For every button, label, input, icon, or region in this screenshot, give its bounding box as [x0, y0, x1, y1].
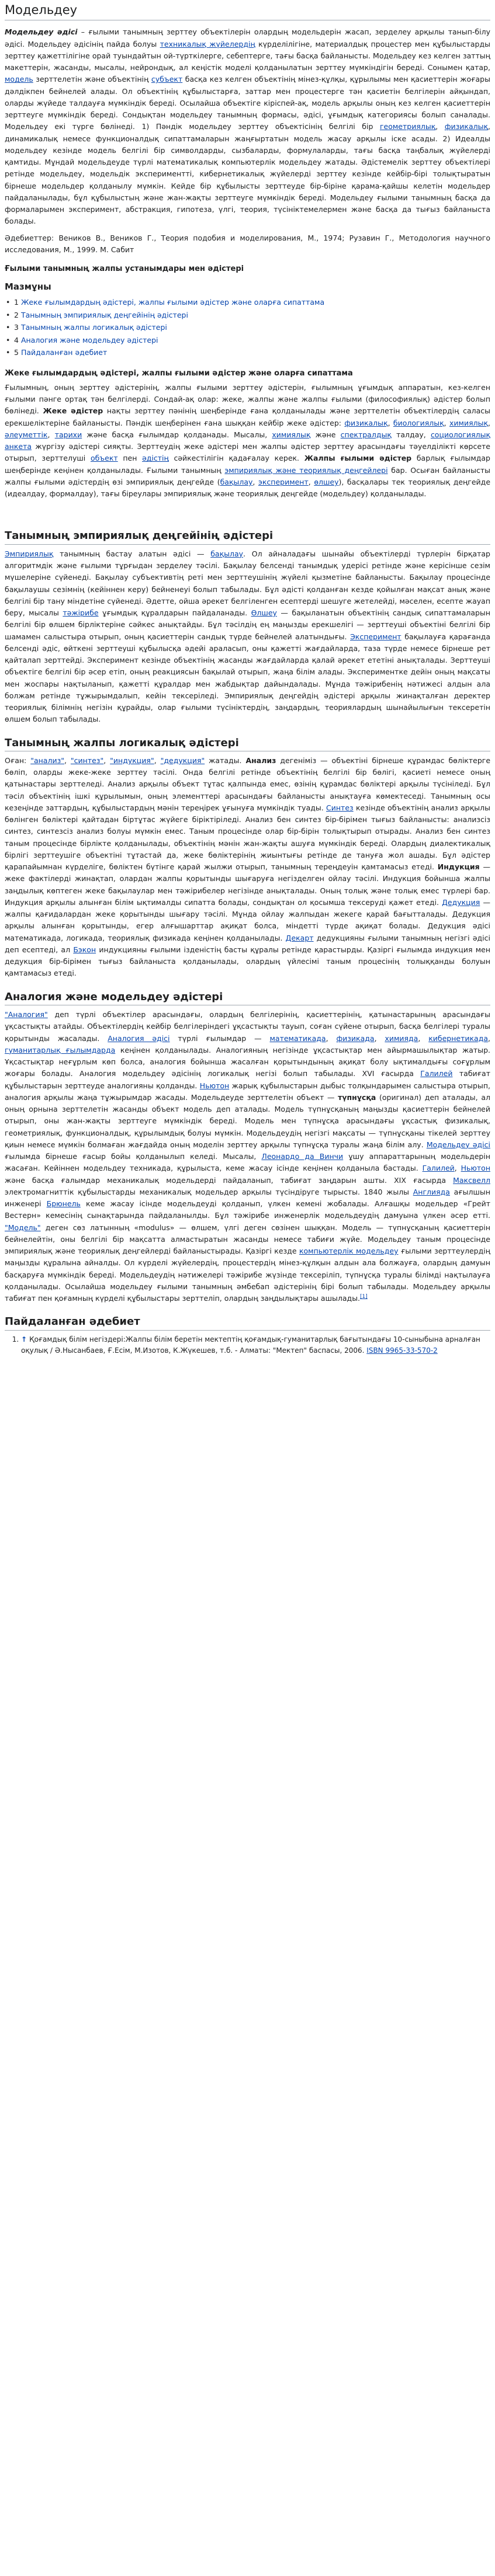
bold-term: Жеке әдістер: [43, 406, 103, 416]
text-run: бақылауға қарағанда белсенді әдіс, өйткені зерттеуші құбылысқа әдейі араласып, оны қажетті жағдайларда, таза түрде немесе бірнеше рет қайталап зерттейді. Эксперимент кезінде объектінің жасанды жағдайларда қалай әрекет ететіні анықталады. Зерттеуші объектіге белгілі бір әсер етіп, оның реакциясын бақылай отырып, жаңа білім алады. Экспериментке дейін оның мақсаты мен жоспары нақтыланып, қажетті құралдар мен жабдықтар дайындалады. Мұнда тәжірибенің нәтижесі алдын ала болжам ретінде тұжырымдалып, кейін тексеріледі. Эмпириялық деңгейдің әдістері арқылы жинақталған деректер теориялық білімнің негізін құрайды, олар ғылыми түсініктердің, заңдардың, теориялардың шынайылығын тексеретін өлшем болып табылады.: [5, 632, 490, 724]
wiki-link[interactable]: химиялық: [449, 418, 489, 427]
wiki-link[interactable]: кибернетикада: [428, 1033, 489, 1043]
wiki-link[interactable]: физикалық: [444, 122, 489, 131]
intro-bibliography-note: Әдебиеттер: Веников В., Веников Г., Теория подобия и моделирования, М., 1974; Рузавин Г., Методология научного исследования, М., 1999. М. Сабит: [5, 233, 490, 254]
wiki-link[interactable]: тарихи: [54, 430, 82, 439]
text-run: және: [310, 430, 341, 439]
text-run: дегеніміз — объектіні бірнеше құрамдас бөліктерге бөліп, оларды жеке-жеке зерттеу тәсілі. Онда белгілі ретінде объектінің белгілі бір бөлігі, қасиеті немесе оның қатынастары зерттеледі. Анализ арқылы объект тұтас қалпында емес, өзінің құрамдас бөліктері арқылы түсініледі. Бұл тәсіл объектінің ішкі құрылымын, оның элементтері арасындағы байланысты анықтауға көмектеседі. Танымның осы кезеңінде заттардың, құбылыстардың мәнін тереңірек ұғынуға мүмкіндік туады.: [5, 756, 491, 812]
toc-item[interactable]: [14, 321, 490, 334]
text-run: және басқа ғалымдар механикалық модельдерді пайдаланып, табиғат заңдарын ашты. XIX ғасырда: [5, 1175, 454, 1185]
wiki-link[interactable]: техникалық жүйелердің: [160, 39, 255, 48]
text-run: ,: [387, 418, 393, 427]
wiki-link[interactable]: Эмпириялық: [5, 549, 54, 558]
text-run: (оригинал) деп аталады, ал оның орнына зерттелетін жасанды объект модель деп аталады. Модель түпнұсқаның маңызды қасиеттерін бейнелей отырып, оны жан-жақты зерттеуге мүмкіндік береді. Модель мен түпнұсқа арасындағы ұқсастық физикалық, геометриялық, функционалдық, құрылымдық болуы мүмкін. Модельдеудің негізгі мақсаты — түпнұсқаны тікелей зерттеу қиын немесе мүмкін болмаған жағдайда оның моделін зерттеу арқылы түпнұсқа туралы жаңа білім алу.: [5, 1092, 490, 1149]
text-run: нақты зерттеу пәнінің шеңберінде ғана қолданылады және зерттелетін объектілердің саласы ерекшеліктеріне байланысты. Пәндік шеңберінен ғана шыққан кейбір жеке әдістер:: [5, 406, 490, 427]
wiki-link[interactable]: бақылау: [210, 549, 244, 558]
wiki-link[interactable]: Модельдеу әдісі: [426, 1140, 490, 1149]
text-run: жүргізу әдістері сияқты. Зерттеудің жеке әдістері мен жалпы әдістер зерттеу арасындағы тәуелділікті көрсете отырып, зерттелуші: [5, 442, 490, 463]
toc-item[interactable]: [14, 296, 490, 309]
text-run: ,: [103, 756, 110, 765]
text-run: – ғылыми танымның зерттеу объектілерін олардың модельдерін жасап, зерделеу арқылы танып-білу әдісі. Модельдеу әдісінің пайда болуы: [5, 27, 490, 48]
text-run: кеңінен қолданылады. Аналогияның негізінде ұқсастықтар мен айырмашылықтар жатыр. Ұқсастықтар неғұрлым көп болса, аналогия бойынша жасалған қорытындының ақиқат болу ықтималдығы соғұрлым жоғары болады. Аналогия модельдеу әдісінің логикалық негізі болып табылады. XVI ғасырда: [5, 1045, 490, 1078]
wiki-link[interactable]: модель: [5, 75, 33, 84]
wiki-link[interactable]: Галилей: [422, 1164, 455, 1173]
toc-item-label[interactable]: Пайдаланған әдебиет: [20, 348, 108, 357]
section-heading-analogy-modeling: Аналогия және модельдеу әдістері: [5, 990, 490, 1005]
toc-list: [5, 296, 490, 359]
toc-item-number: 4: [14, 335, 19, 344]
bold-term: Анализ: [245, 756, 276, 765]
text-run: — бақыланатын объектінің сандық сипаттамаларын белгілі бір өлшем бірліктеріне сәйкес анықтайды. Бұл тәсілдің ең маңызды ерекшелігі — зерттеуші объектіні белгілі бір шамамен салыстыра отырып, оның қасиеттерін сандық түрде бейнелей алатындығы.: [5, 608, 490, 641]
text-run: табиғат құбылыстарын зерттеуде аналогияны қолданды.: [5, 1069, 490, 1090]
toc-item-number: 2: [14, 310, 19, 319]
wiki-link[interactable]: бақылау: [220, 477, 253, 486]
toc-item-label[interactable]: Жеке ғылымдардың әдістері, жалпы ғылыми әдістер және оларға сипаттама: [20, 298, 325, 307]
toc-item-label[interactable]: Танымның эмпириялық деңгейінің әдістері: [20, 310, 188, 319]
text-run: ұшу аппараттарының модельдерін жасаған. Кейіннен модельдеу техникада, құрылыста, кеме жасау ісінде кеңінен қолданыла бастады.: [5, 1152, 490, 1173]
text-run: ,: [488, 418, 491, 427]
text-run: ғылыми зерттеулердің маңызды құралына айналды. Ол күрделі жүйелердің, процестердің мінез-құлқын алдын ала болжауға, олардың дамуын басқаруға мүмкіндік береді. Модельдеудің нәтижелері тәжірибе жүзінде тексеріліп, түпнұсқа туралы білімді нақтылауға қолданылады. Осылайша модельдеу ғылыми танымның әмбебап әдістерінің бірі болып табылады. Модельдеу арқылы табиғат пен қоғамның күрделі құбылыстары зерттеліп, олардың заңдылықтары ашылады.: [5, 1247, 490, 1303]
wiki-link[interactable]: "Аналогия": [5, 1010, 48, 1019]
text-run: индукцияны ғылыми ізденістің басты құралы ретінде қарастырды. Қазіргі ғылымда индукция мен дедукция бір-бірімен тығыз байланыста қолданылады, олардың үйлесімі таным процесінің толыққанды болуын қамтамасыз етеді.: [5, 945, 490, 978]
wiki-link[interactable]: "анализ": [30, 756, 64, 765]
section-paragraph-empirical-methods: [5, 548, 490, 726]
text-run: ,: [154, 756, 161, 765]
wiki-link[interactable]: Англияда: [413, 1187, 450, 1196]
wiki-link[interactable]: Леонардо да Винчи: [261, 1152, 344, 1161]
text-run: кезінде объектінің анализ арқылы бөлінген бөліктері қайтадан біртұтас жүйеге біріктіріледі. Анализ бен синтез бір-бірімен тығыз байланысты: анализсіз синтез, синтезсіз анализ болуы мүмкін емес. Таным процесінде олар бір-бірін толықтырып отырады. Анализ бен синтез таным процесінде бірлікте қолданылады, объектінің мәнін жан-жақты ашуға мүмкіндік береді. Олардың диалектикалық бірлігі зерттеушіге объектіні тұтастай да, жеке бөліктерінің жиынтығы ретінде де тануға жол ашады. Бұл әдістер қарапайымнан күрделіге, бөліктен бүтінге қарай жылжи отырып, танымның тереңдеуін қамтамасыз етеді.: [5, 803, 490, 872]
section-heading-empirical-methods: Танымның эмпириялық деңгейінің әдістері: [5, 529, 490, 544]
text-run: ,: [488, 1033, 490, 1043]
text-run: ,: [444, 418, 450, 427]
back-arrow-icon[interactable]: ↑: [21, 1335, 27, 1343]
wiki-link[interactable]: Ньютон: [461, 1164, 490, 1173]
text-run: жарық құбылыстарын дыбыс толқындарымен салыстыра отырып, аналогия арқылы жаңа тұжырымдар жасады. Модельдеуде зерттелетін объект —: [5, 1081, 491, 1102]
wiki-link[interactable]: математикада: [269, 1033, 326, 1043]
bold-term: Жалпы ғылыми әдістер: [304, 454, 412, 463]
wiki-link[interactable]: Галилей: [420, 1069, 453, 1078]
text-run: деп түрлі объектілер арасындағы, олардың белгілерінің, қасиеттерінің, қатынастарының арасындағы ұқсастықты атайды. Объектілердің кейбір белгілеріндегі ұқсастықты тауып, соған сүйене отырып, басқа белгілері туралы қорытынды жасалады.: [5, 1010, 490, 1043]
wiki-link[interactable]: әдістің: [142, 454, 169, 463]
text-run: талдау,: [391, 430, 431, 439]
section-heading-references: Пайдаланған әдебиет: [5, 1315, 490, 1330]
wiki-link[interactable]: Эксперимент: [350, 632, 401, 641]
text-run: ұғымдық құралдарын пайдаланады.: [98, 608, 251, 618]
toc-item[interactable]: [14, 346, 490, 359]
wiki-link[interactable]: объект: [90, 454, 118, 463]
reference-list: [5, 1334, 490, 1356]
text-run: Оған:: [5, 756, 31, 765]
text-run: зерттелетін және объектінің: [33, 75, 151, 84]
wiki-link[interactable]: гуманитарлық ғылымдарда: [5, 1045, 116, 1054]
toc-item-number: 1: [14, 298, 19, 307]
text-run: дедукцияны ғылыми танымның негізгі әдісі деп есептеді, ал: [5, 933, 490, 954]
text-run: ағылшын инженері: [5, 1187, 490, 1209]
text-run: ,: [454, 1164, 461, 1173]
wiki-link[interactable]: өлшеу: [314, 477, 339, 486]
text-run: кеме жасау ісінде модельдеуді қолданып, үлкен кемені жобалады. Алғашқы модельдер «Грейт Вестерн» кемесінің сынақтарында пайдаланылды. Бұл тәжірибе инженерлік модельдеудің дамуына үлкен әсер етті.: [5, 1199, 490, 1220]
wiki-link[interactable]: Максвелл: [453, 1175, 490, 1185]
text-run: ,: [418, 1033, 429, 1043]
text-run: — жеке фактілерді жинақтап, олардан жалпы қорытынды шығаруға негізделген ойлау тәсілі. Индукция бойынша жалпы заңдылық көптеген жеке бақылаулар мен тәжірибелер негізінде анықталады. Оның толық және толық емес түрлері бар. Индукция арқылы алынған білім ықтималды сипатта болады, сондықтан ол қосымша тексеруді қажет етеді.: [5, 862, 490, 907]
section-paragraph-special-methods: [5, 382, 490, 500]
text-run: ,: [308, 477, 314, 486]
bold-term: түпнұсқа: [338, 1092, 376, 1102]
text-run: деген сөз латынның «modulus» — өлшем, үлгі деген сөзінен шыққан. Модель — түпнұсқаның қасиеттерін бейнелейтін, оны белгілі бір мақсатта алмастыратын жасанды немесе табиғи жүйе. Модельдеу таным процесінде эмпириялық және теориялық деңгейлерді байланыстырады. Қазіргі кезде: [5, 1223, 490, 1256]
section-heading-logical-methods: Танымның жалпы логикалық әдістері: [5, 736, 490, 751]
wiki-link[interactable]: "дедукция": [160, 756, 205, 765]
wiki-link[interactable]: Синтез: [326, 803, 354, 812]
text-run: басқа кез келген объектінің мінез-құлқы, құрылымы мен қасиеттерін жоғары дәлдікпен бейнелей алады. Ол объектінің құбылыстарға, заттар мен процестерге тән қасиетін белгілерін айқындап, оларды жүйеде талдауға мүмкіндік береді. Осылайша объектіге кіріспей-ақ, модель арқылы оның кез келген қасиеттерін зерттеуге мүмкіндік береді. Сондықтан модельдеу танымның формасы, әдісі, ұғымдық категориясы болып саналады. Модельдеу екі түрге бөлінеді. 1) Пәндік модельдеу зерттеу объектісінің белгілі бір: [5, 75, 490, 131]
text-run: жатады.: [205, 756, 246, 765]
general-methods-subtitle: Ғылыми танымның жалпы устанымдары мен әдістері: [5, 264, 244, 274]
reference-item: [21, 1334, 490, 1356]
text-run: сәйкестілігін қадағалау керек.: [168, 454, 304, 463]
toc-item-number: 3: [14, 323, 19, 332]
toc-item-number: 5: [14, 348, 19, 357]
wiki-link[interactable]: Өлшеу: [251, 608, 277, 618]
intro-paragraph: [5, 26, 490, 227]
table-of-contents: [5, 279, 490, 359]
toc-item-label[interactable]: Танымның жалпы логикалық әдістері: [20, 323, 167, 332]
text-run: . Ол айналадағы шынайы объектілерді түрлерін бірқатар алгоритмдік және ғылыми тұрғыдан зерделеу тәсілі. Бақылау белсенді танымдық удерісі ретінде және керісінше сезім мүшелеріне сүйенеді. Бақылау субъективтің реті мен зерттеушінің жүйелі қызметіне байланысты. Бақылау процесінде бақылаушы сезімнің (кейіннен керу) бейненеуі болып табылады. Бұл әдісті қолданған кезде қойылған мақсат анық және белгілі бір тану міндетіне сүйенеді. Әдетте, ойша әрекет белгіленген есептерді шешуге жетелейді, мәселен, есепте жауап беру, мысалы: [5, 549, 490, 618]
wiki-link[interactable]: геометриялық: [379, 122, 436, 131]
text-run: ,: [374, 1033, 385, 1043]
bold-term: Индукция: [437, 862, 480, 872]
wiki-link[interactable]: Дедукция: [442, 897, 480, 907]
text-run: ), басқалары тек теориялық деңгейде (идеалдау, формалдау), тағы біреулары эмпириялық және теориялық деңгейде (модельдеу) қолданылады.: [5, 477, 491, 499]
text-run: ,: [326, 1033, 337, 1043]
text-run: Ғылымның, оның зерттеу әдістерінің, жалпы ғылыми зерттеу әдістерін, ғылымның ұғымдық аппаратын, кез-келген ғылыми пәнге ортақ тән белгілерді. Сондай-ақ олар: жеке, жалпы және жалпы ғылыми (философиялық) әдістер болып бөлінеді.: [5, 382, 490, 416]
text-run: түрлі ғылымдар —: [169, 1033, 270, 1043]
text-run: электромагниттік құбылыстарды механикалық модельдер арқылы түсіндіруге тырысты. 1840 жылы: [5, 1187, 413, 1196]
text-run: барлық ғылымдар шеңберінде кеңінен қолданылады. Ғылыми танымның: [5, 454, 490, 475]
text-run: ,: [435, 122, 445, 131]
text-run: ғылымда бірнеше ғасыр бойы қолданылып келеді. Мысалы,: [5, 1152, 262, 1161]
wiki-link[interactable]: әлеуметтік: [5, 430, 48, 439]
text-run: танымның бастау алатын әдісі —: [53, 549, 211, 558]
section-paragraph-logical-methods: [5, 755, 490, 980]
text-run: күрделілігіне, материалдық процестер мен құбылыстарды зерттеу қажеттілігіне орай туындайтын ой-түрткілерге, себептерге, тағы басқа байланысты. Модельдеу кез келген заттың макеттерін, жасанды, мысалы, нейрондық, ал кеңістік моделі қолданылатын зерттеу мүмкіндігін береді. Сонымен қатар,: [5, 39, 490, 72]
wiki-link[interactable]: "синтез": [70, 756, 104, 765]
reference-text: Қоғамдық білім негіздері:Жалпы білім беретін мектептің қоғамдық-гуманитарлық бағытындағы 10-сыныбына арналған оқулық / Ә.Нысанбаев, Ғ.Есім, М.Изотов, К.Жүкешев, т.б. - Алматы: "Мектеп" баспасы, 2006.: [21, 1335, 480, 1355]
page-title: Модельдеу: [5, 2, 490, 20]
wiki-link[interactable]: компьютерлік модельдеу: [299, 1247, 399, 1256]
wiki-link[interactable]: эмпириялық және теориялық деңгейлері: [224, 465, 388, 475]
wiki-link[interactable]: химияда: [385, 1033, 418, 1043]
wiki-link[interactable]: Ньютон: [199, 1081, 230, 1090]
wiki-link[interactable]: эксперимент: [258, 477, 309, 486]
wiki-link[interactable]: химиялық: [272, 430, 311, 439]
toc-item[interactable]: [14, 334, 490, 347]
wiki-link[interactable]: Аналогия әдісі: [108, 1033, 170, 1043]
wiki-link[interactable]: Декарт: [285, 933, 314, 942]
wiki-link[interactable]: биологиялық: [393, 418, 444, 427]
text-run: , динамикалық немесе функционалдық сипаттамаларын жаңғыртатын модель жасау арқылы іске асады. 2) Идеалды модельдеу кезінде модель белгілі бір символдарды, сызбаларды, формулаларды, тағы басқа таңбалық жүйелерді қамтиды. Мұндай модельдеуде түрлі математикалық компьютерлік модельдеу жатады. Әдістемелік зерттеу объектілері ретінде модельдеу, модельдік экспериментті, кибернетикалық жүйелерді зерттеу кезінде кейбір-бірі толықтыратын бірнеше модельдер қолданылу мүмкін. Кейде бір құбылысты зерттеуде бір-біріне қарама-қайшы келетін модельдер пайдаланылады, бұл құбылыстың және жан-жақты зерттеуге мүмкіндік береді. Модельдеу ғылыми танымның басқа да формаларымен эксперимент, абстракция, гипотеза, үлгі, теория, түсініктемелермен және басқа да тығыз байланыста болады.: [5, 122, 490, 226]
toc-item[interactable]: [14, 309, 490, 322]
toc-item-label[interactable]: Аналогия және модельдеу әдістері: [20, 335, 158, 344]
text-run: және басқа ғылымдар қолданады. Мысалы,: [82, 430, 272, 439]
lead-term: Модельдеу әдісі: [5, 27, 78, 37]
text-run: ,: [252, 477, 258, 486]
wiki-link[interactable]: Брюнель: [46, 1199, 81, 1209]
toc-title: Мазмұны: [5, 281, 51, 293]
text-run: ,: [64, 756, 71, 765]
wiki-link[interactable]: субъект: [151, 75, 183, 84]
wiki-link[interactable]: социологиялық: [430, 430, 490, 439]
wiki-link[interactable]: физикада: [336, 1033, 375, 1043]
wiki-link[interactable]: тәжірибе: [63, 608, 99, 618]
wiki-link[interactable]: анкета: [5, 442, 32, 451]
text-run: пен: [117, 454, 143, 463]
text-run: бар. Осыған байланысты жалпы ғылыми әдістердің өзі эмпириялық деңгейде (: [5, 465, 490, 486]
wiki-link[interactable]: Бэкон: [73, 945, 96, 954]
wiki-link[interactable]: "индукция": [110, 756, 154, 765]
text-run: ,: [47, 430, 55, 439]
isbn-link[interactable]: ISBN 9965-33-570-2: [366, 1346, 438, 1355]
citation-link[interactable]: [1]: [360, 1293, 368, 1300]
section-paragraph-analogy-modeling: [5, 1009, 490, 1304]
wiki-link[interactable]: спектралдық: [340, 430, 392, 439]
wiki-link[interactable]: физикалық: [344, 418, 388, 427]
text-run: — жалпы қағидалардан жеке қорытынды шығару тәсілі. Мұнда ойлау жалпыдан жекеге қарай бағытталады. Дедукция арқылы алынған қорытынды, егер алғышарттар ақиқат болса, міндетті түрде ақиқат болады. Дедукция әдісі математикада, логикада, теориялық физикада кеңінен қолданылады.: [5, 897, 490, 942]
section-heading-special-methods: Жеке ғылымдардың әдістері, жалпы ғылыми әдістер және оларға сипаттама: [5, 368, 353, 378]
wiki-link[interactable]: "Модель": [5, 1223, 41, 1232]
